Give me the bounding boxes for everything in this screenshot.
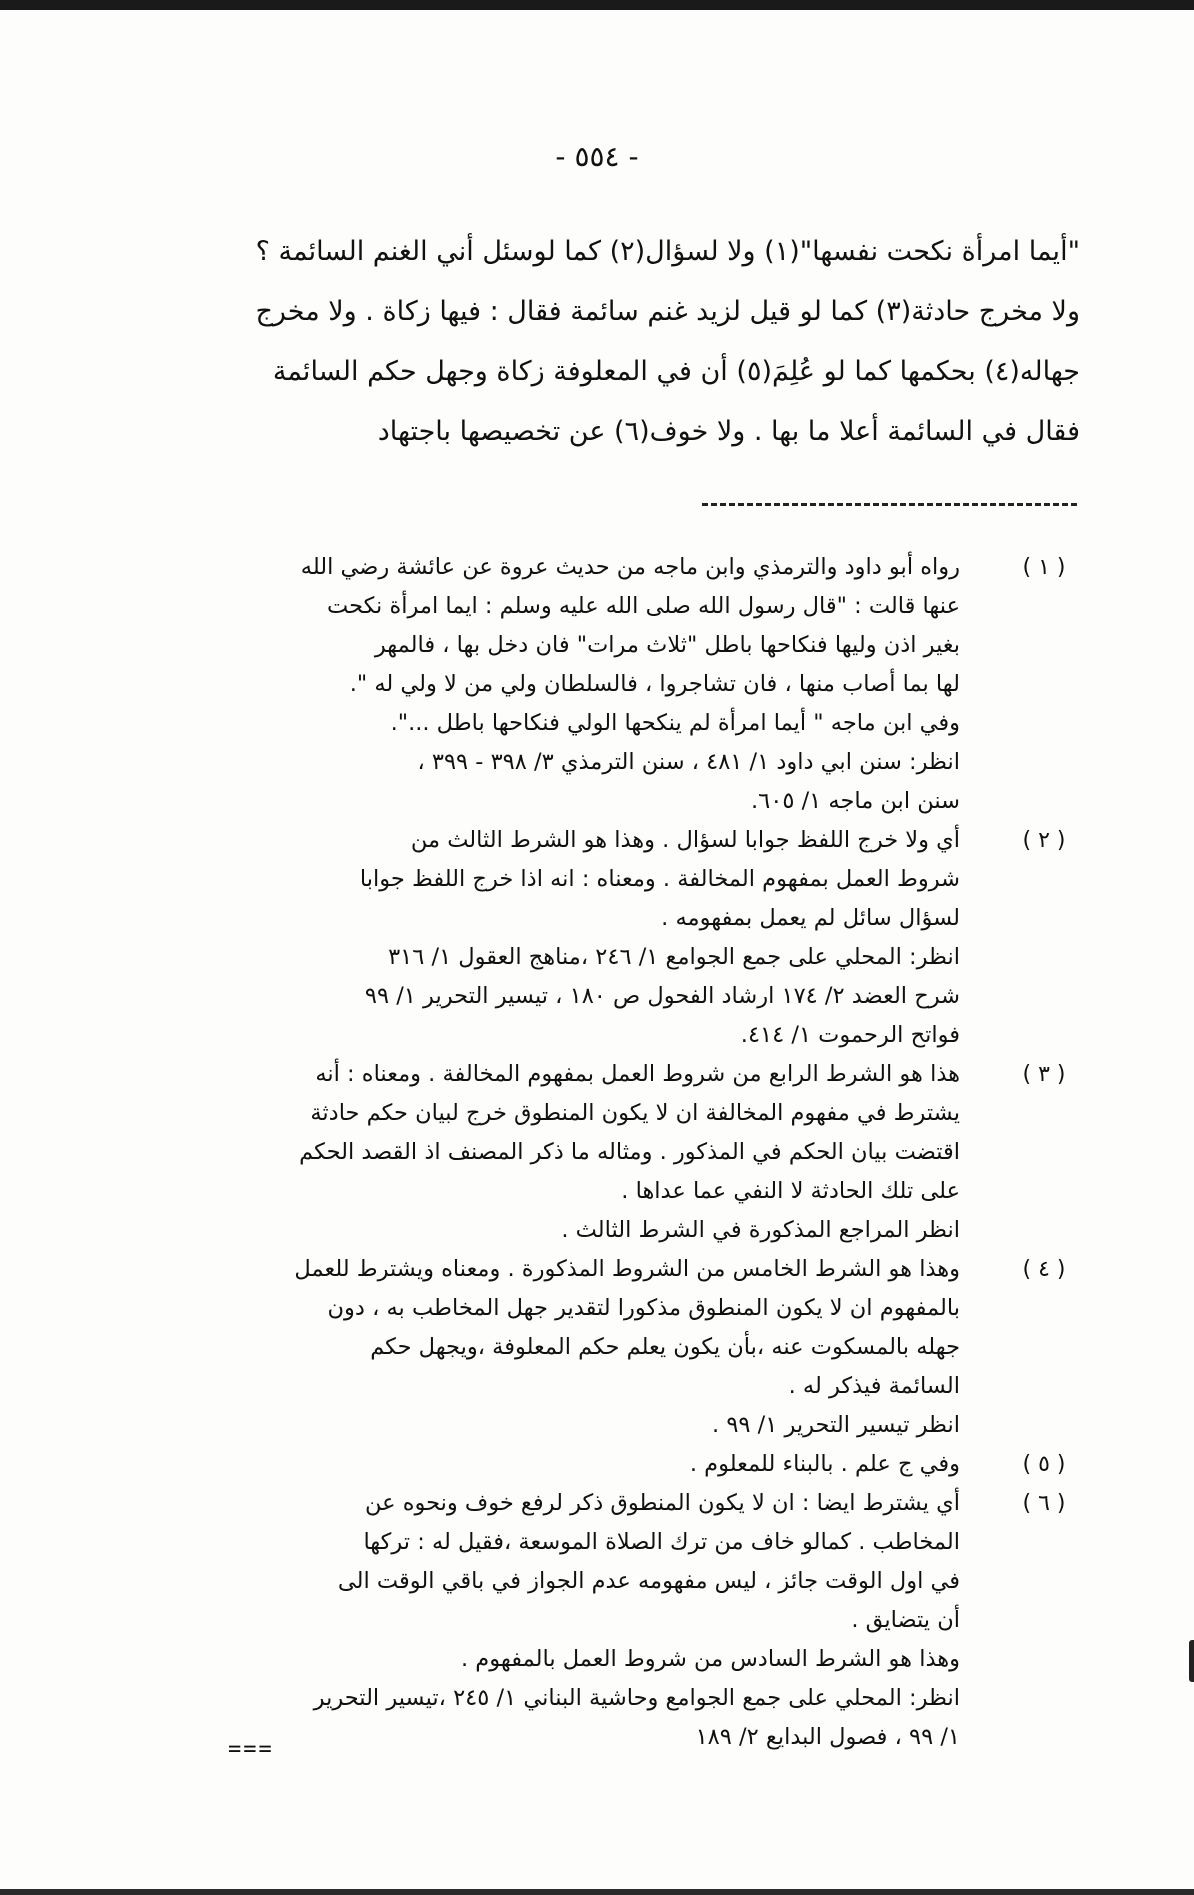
- footnote-number: ( ١ ): [1022, 555, 1066, 580]
- footnote-2: [160, 821, 1080, 1055]
- footnote-line: وفي ج علم . بالبناء للمعلوم .: [689, 1451, 960, 1477]
- footnote-line: لسؤال سائل لم يعمل بمفهومه .: [661, 905, 960, 931]
- footnote-line: اقتضت بيان الحكم في المذكور . ومثاله ما ذكر المصنف اذ القصد الحكم: [299, 1139, 960, 1165]
- footnote-line: شرح العضد ٢/ ١٧٤ ارشاد الفحول ص ١٨٠ ، تيسير التحرير ١/ ٩٩: [364, 983, 960, 1009]
- footnote-1: [160, 548, 1080, 821]
- footnote-line: عنها قالت : "قال رسول الله صلى الله عليه وسلم : ايما امرأة نكحت: [327, 593, 960, 619]
- footnote-line: السائمة فيذكر له .: [788, 1373, 960, 1399]
- scan-edge-mark: [1189, 1640, 1194, 1682]
- footnote-number: ( ٤ ): [1022, 1257, 1066, 1282]
- footnote-line: جهله بالمسكوت عنه ،بأن يكون يعلم حكم المعلوفة ،ويجهل حكم: [370, 1334, 960, 1360]
- footnote-line: انظر تيسير التحرير ١/ ٩٩ .: [712, 1412, 960, 1438]
- footnote-line: وفي ابن ماجه " أيما امرأة لم ينكحها الولي فنكاحها باطل ...".: [390, 710, 960, 736]
- footnote-line: فواتح الرحموت ١/ ٤١٤.: [740, 1022, 960, 1048]
- footnote-line: ١/ ٩٩ ، فصول البدايع ٢/ ١٨٩: [695, 1724, 960, 1750]
- page-number: - ٥٥٤ -: [555, 140, 639, 173]
- footnote-5: [160, 1445, 1080, 1484]
- scan-top-edge: [0, 0, 1194, 10]
- footnote-line: هذا هو الشرط الرابع من شروط العمل بمفهوم المخالفة . ومعناه : أنه: [315, 1061, 960, 1087]
- footnote-line: وهذا هو الشرط السادس من شروط العمل بالمفهوم .: [461, 1646, 960, 1672]
- footnote-line: وهذا هو الشرط الخامس من الشروط المذكورة . ومعناه ويشترط للعمل: [294, 1256, 960, 1282]
- main-text-line: جهاله(٤) بحكمها كما لو عُلِمَ(٥) أن في المعلوفة زكاة وجهل حكم السائمة: [272, 356, 1080, 387]
- footnote-line: أي ولا خرج اللفظ جوابا لسؤال . وهذا هو الشرط الثالث من: [410, 827, 960, 853]
- footnotes-section: [160, 548, 1080, 1757]
- main-text-line: ولا مخرج حادثة(٣) كما لو قيل لزيد غنم سائمة فقال : فيها زكاة . ولا مخرج: [255, 296, 1080, 327]
- footnote-line: في اول الوقت جائز ، ليس مفهومه عدم الجواز في باقي الوقت الى: [337, 1568, 960, 1594]
- footnote-line: انظر: المحلي على جمع الجوامع ١/ ٢٤٦ ،مناهج العقول ١/ ٣١٦: [388, 944, 960, 970]
- footnote-line: بالمفهوم ان لا يكون المنطوق مذكورا لتقدير جهل المخاطب به ، دون: [327, 1295, 960, 1321]
- footnote-line: سنن ابن ماجه ١/ ٦٠٥.: [751, 788, 960, 814]
- footnote-number: ( ٦ ): [1022, 1491, 1066, 1516]
- footnote-number: ( ٣ ): [1022, 1062, 1066, 1087]
- footnote-line: لها بما أصاب منها ، فان تشاجروا ، فالسلطان ولي من لا ولي له ".: [349, 671, 960, 697]
- footnote-line: أن يتضايق .: [851, 1607, 960, 1633]
- footnote-line: انظر المراجع المذكورة في الشرط الثالث .: [561, 1217, 960, 1243]
- footnote-line: بغير اذن وليها فنكاحها باطل "ثلاث مرات" فان دخل بها ، فالمهر: [374, 632, 960, 658]
- footnote-6: [160, 1484, 1080, 1757]
- main-text-block: [190, 222, 1080, 462]
- scan-bottom-edge: [0, 1889, 1194, 1895]
- footnote-number: ( ٥ ): [1022, 1452, 1066, 1477]
- footnote-3: [160, 1055, 1080, 1250]
- footnote-line: رواه أبو داود والترمذي وابن ماجه من حديث عروة عن عائشة رضي الله: [300, 554, 960, 580]
- main-text-line: فقال في السائمة أعلا ما بها . ولا خوف(٦) عن تخصيصها باجتهاد: [377, 416, 1080, 447]
- footnote-4: [160, 1250, 1080, 1445]
- footnote-line: أي يشترط ايضا : ان لا يكون المنطوق ذكر لرفع خوف ونحوه عن: [365, 1490, 960, 1516]
- footnote-line: انظر: سنن ابي داود ١/ ٤٨١ ، سنن الترمذي ٣/ ٣٩٨ - ٣٩٩ ،: [417, 749, 960, 775]
- footnote-line: شروط العمل بمفهوم المخالفة . ومعناه : انه اذا خرج اللفظ جوابا: [359, 866, 960, 892]
- footnote-separator: [702, 503, 1077, 506]
- footnote-number: ( ٢ ): [1022, 828, 1066, 853]
- footnote-line: على تلك الحادثة لا النفي عما عداها .: [621, 1178, 960, 1204]
- footnote-line: انظر: المحلي على جمع الجوامع وحاشية البناني ١/ ٢٤٥ ،تيسير التحرير: [313, 1685, 960, 1711]
- footnote-line: المخاطب . كمالو خاف من ترك الصلاة الموسعة ،فقيل له : تركها: [363, 1529, 960, 1555]
- main-text-line: "أيما امرأة نكحت نفسها"(١) ولا لسؤال(٢) كما لوسئل أني الغنم السائمة ؟: [255, 236, 1080, 267]
- end-mark: ===: [228, 1737, 274, 1762]
- footnote-line: يشترط في مفهوم المخالفة ان لا يكون المنطوق خرج لبيان حكم حادثة: [310, 1100, 960, 1126]
